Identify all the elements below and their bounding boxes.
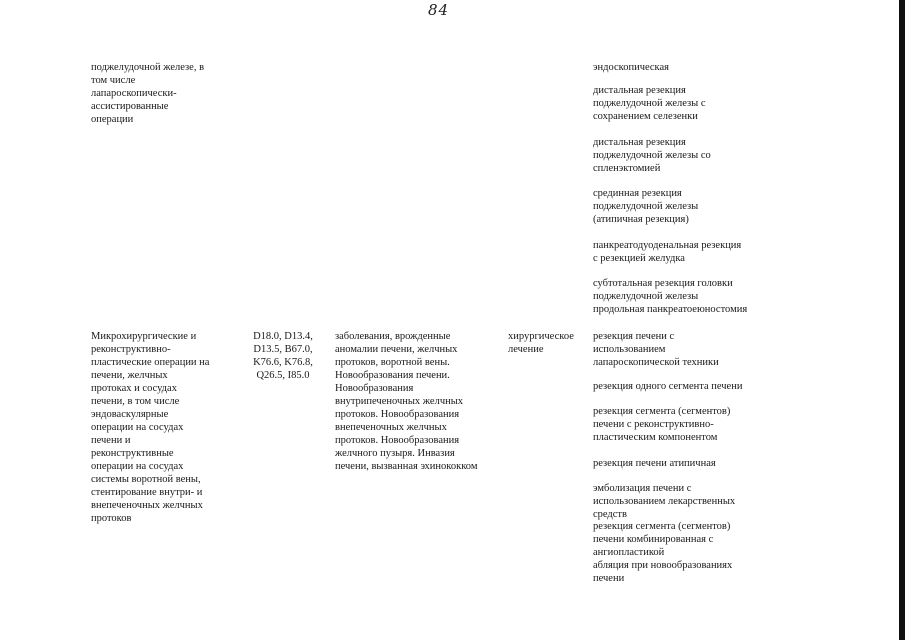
row-main-procedure-2: резекция одного сегмента печени <box>593 381 743 392</box>
row-main-method: Микрохирургические и реконструктивно- пластические операции на печени, желчных протоках и сосудах печени, в том числе эндоваскулярные операции на сосудах печени и реконструктивные операции на сосудах системы воротной вены, стентирование внутри- и внепеченочных желчных протоков <box>91 331 210 524</box>
row-main-treatment-type: хирургическое лечение <box>508 331 574 355</box>
scan-edge <box>899 0 905 640</box>
row-top-procedure-5: панкреатодуоденальная резекция с резекцией желудка <box>593 240 742 264</box>
row-main-procedure-7: абляция при новообразованиях печени <box>593 560 733 584</box>
row-main-icd-codes: D18.0, D13.4, D13.5, B67.0, K76.6, K76.8, Q26.5, I85.0 <box>253 331 313 381</box>
row-top-procedure-1: эндоскопическая <box>593 62 669 73</box>
page-number: 84 <box>428 1 450 19</box>
row-top-procedure-4: срединная резекция поджелудочной железы (атипичная резекция) <box>593 188 699 225</box>
row-top-method: поджелудочной железе, в том числе лапароскопически- ассистированные операции <box>91 62 205 125</box>
row-top-procedure-3: дистальная резекция поджелудочной железы со спленэктомией <box>593 137 711 174</box>
row-top-procedure-2: дистальная резекция поджелудочной железы с сохранением селезенки <box>593 85 706 122</box>
row-main-procedure-1: резекция печени с использованием лапароскопической техники <box>593 331 719 368</box>
row-top-procedure-6: субтотальная резекция головки поджелудочной железы продольная панкреатоеюностомия <box>593 278 748 315</box>
row-main-diagnosis: заболевания, врожденные аномалии печени, желчных протоков, воротной вены. Новообразования печени. Новообразования внутрипеченочных желчных протоков. Новообразования внепеченочных желчных протоков. Новообразования желчного пузыря. Инвазия печени, вызванная эхинококком <box>335 331 478 472</box>
row-main-procedure-6: резекция сегмента (сегментов) печени комбинированная с ангиопластикой <box>593 521 731 558</box>
row-main-procedure-5: эмболизация печени с использованием лекарственных средств <box>593 483 736 520</box>
row-main-procedure-3: резекция сегмента (сегментов) печени с реконструктивно- пластическим компонентом <box>593 406 731 443</box>
row-main-procedure-4: резекция печени атипичная <box>593 458 716 469</box>
